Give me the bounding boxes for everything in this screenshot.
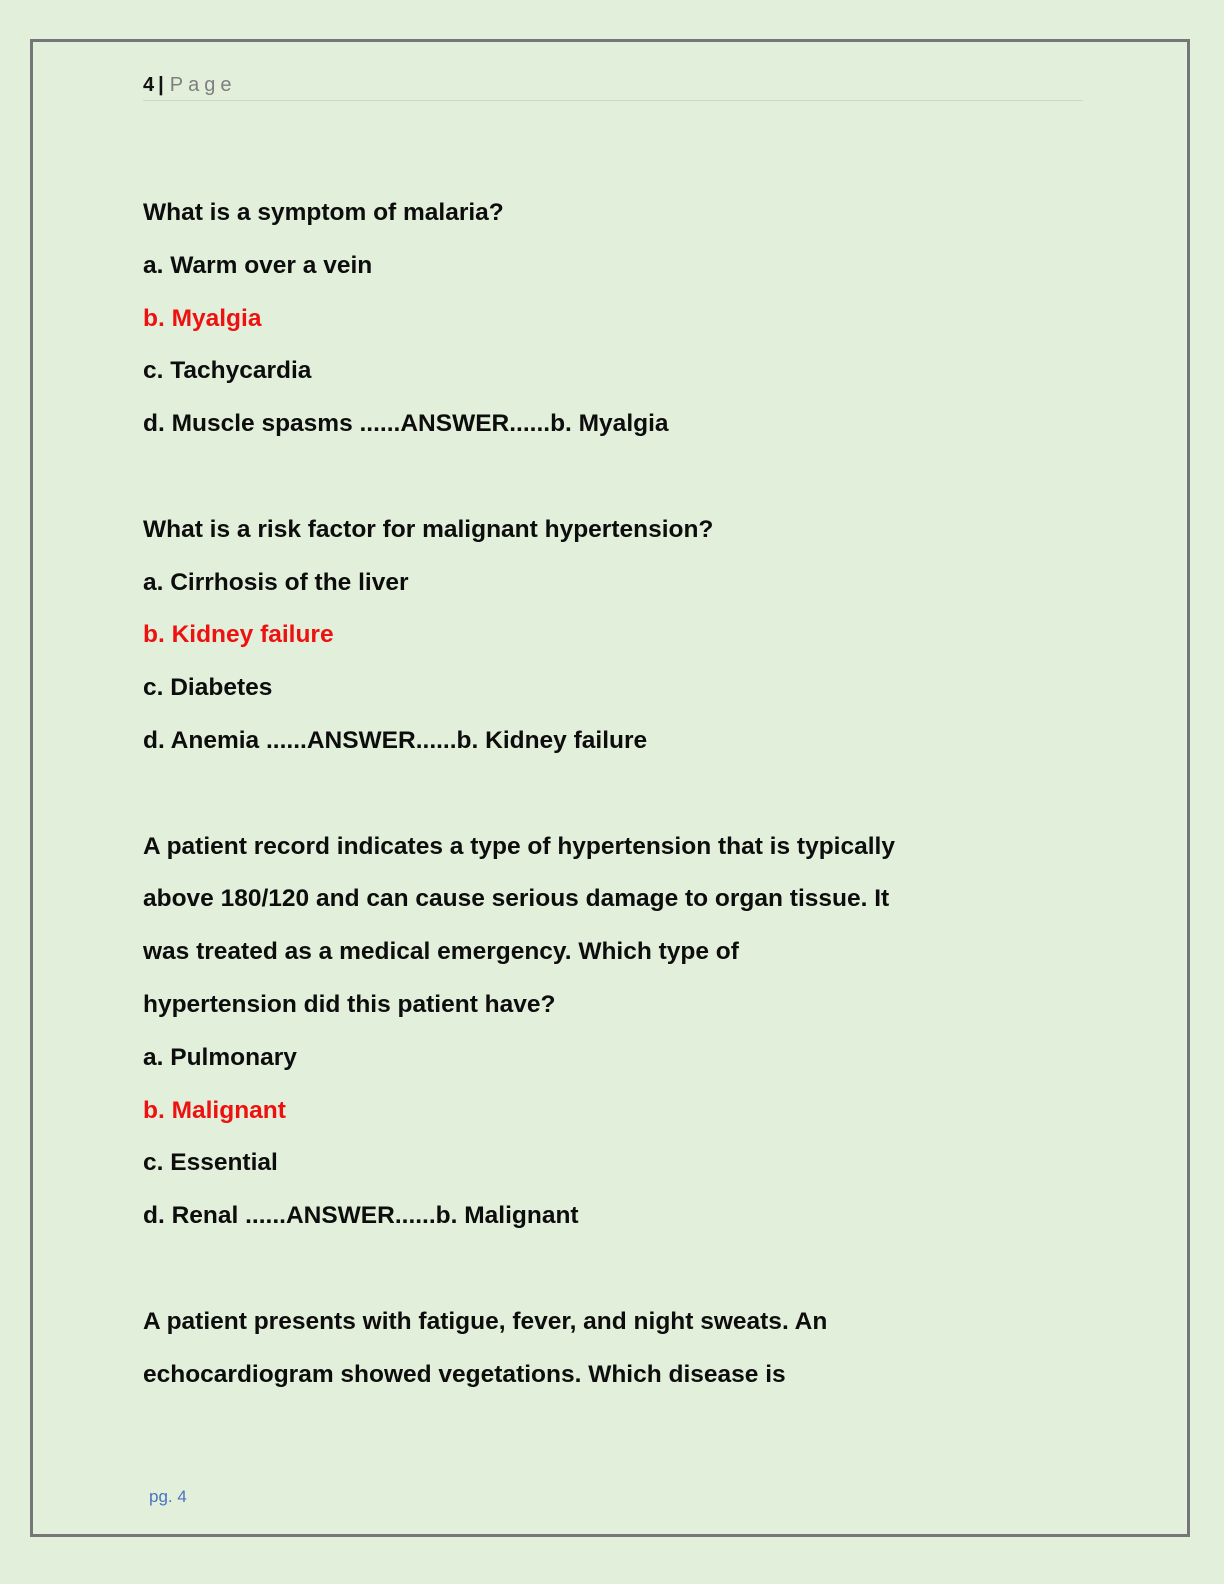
spacer bbox=[143, 451, 1063, 504]
question-stem-line: above 180/120 and can cause serious damage to organ tissue. It bbox=[143, 885, 890, 913]
option-b-correct: b. Malignant bbox=[143, 1096, 286, 1124]
question-stem-line: was treated as a medical emergency. Which type of bbox=[143, 938, 739, 966]
option-c: c. Diabetes bbox=[143, 674, 273, 702]
option-d-with-answer: d. Anemia ......ANSWER......b. Kidney failure bbox=[143, 726, 648, 754]
question-stem-line: A patient record indicates a type of hypertension that is typically bbox=[143, 832, 895, 860]
question-block bbox=[143, 504, 1063, 768]
question-stem-line: What is a risk factor for malignant hypertension? bbox=[143, 515, 714, 543]
question-stem-line: A patient presents with fatigue, fever, and night sweats. An bbox=[143, 1307, 828, 1335]
page-header bbox=[143, 72, 1083, 101]
header-separator: | bbox=[158, 74, 164, 96]
option-d-with-answer: d. Renal ......ANSWER......b. Malignant bbox=[143, 1202, 579, 1230]
document-body bbox=[143, 187, 1063, 1401]
question-stem-line: What is a symptom of malaria? bbox=[143, 199, 504, 226]
option-b-correct: b. Kidney failure bbox=[143, 621, 334, 649]
question-stem-line: hypertension did this patient have? bbox=[143, 990, 556, 1018]
option-c: c. Tachycardia bbox=[143, 357, 312, 385]
spacer bbox=[143, 1243, 1063, 1296]
option-a: a. Warm over a vein bbox=[143, 251, 373, 279]
option-c: c. Essential bbox=[143, 1149, 278, 1177]
option-d-with-answer: d. Muscle spasms ......ANSWER......b. Myalgia bbox=[143, 410, 669, 438]
header-page-word: Page bbox=[169, 74, 237, 96]
question-block bbox=[143, 187, 1063, 451]
question-block bbox=[143, 821, 1063, 1243]
spacer bbox=[143, 768, 1063, 821]
option-a: a. Pulmonary bbox=[143, 1043, 297, 1071]
option-b-correct: b. Myalgia bbox=[143, 304, 262, 332]
option-a: a. Cirrhosis of the liver bbox=[143, 568, 409, 596]
question-stem-line: echocardiogram showed vegetations. Which disease is bbox=[143, 1360, 786, 1388]
question-block bbox=[143, 1296, 1063, 1402]
page-footer-label: pg. 4 bbox=[149, 1487, 187, 1506]
header-page-number: 4 bbox=[143, 74, 155, 96]
